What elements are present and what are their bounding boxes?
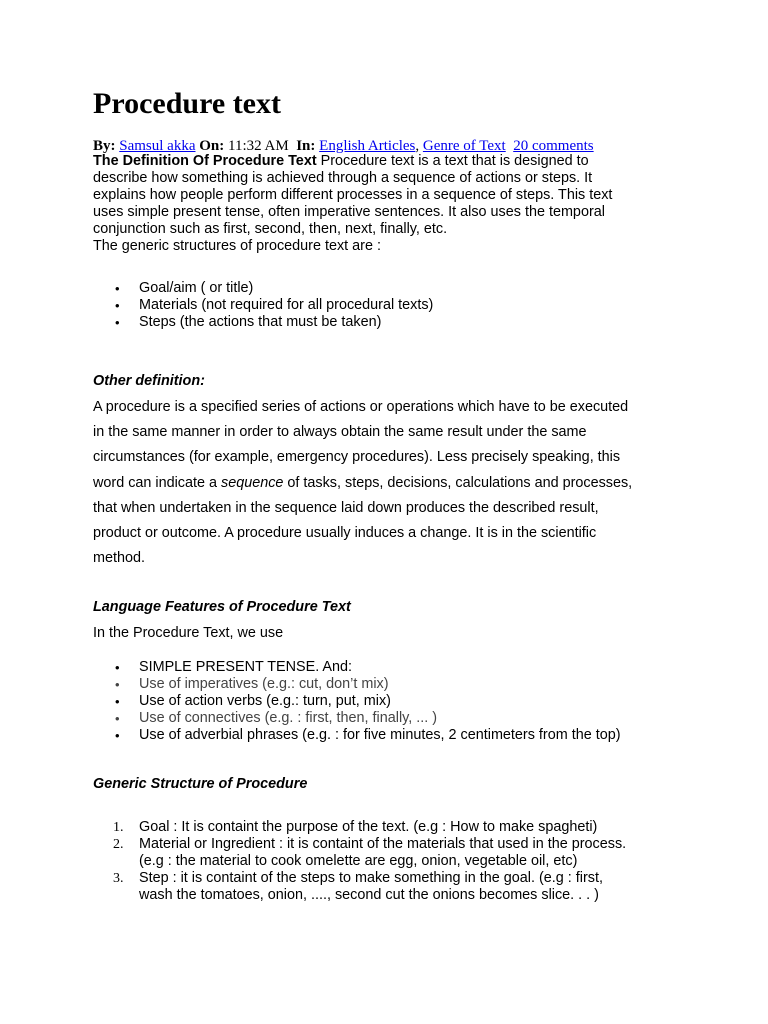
- list-item-text: (e.g : the material to cook omelette are egg, onion, vegetable oil, etc): [139, 853, 578, 869]
- intro-line: conjunction such as first, second, then, next, finally, etc.: [93, 221, 448, 237]
- post-time: 11:32 AM: [228, 138, 289, 154]
- list-item: [113, 836, 699, 870]
- paragraph-line: A procedure is a specified series of actions or operations which have to be executed: [93, 399, 629, 415]
- other-definition-heading: Other definition:: [93, 373, 205, 389]
- intro-line: describe how something is achieved through a sequence of actions or steps. It: [93, 170, 593, 186]
- author-link[interactable]: Samsul akka: [119, 138, 196, 154]
- category-link-english-articles[interactable]: English Articles: [319, 138, 416, 154]
- generic-structure-heading: Generic Structure of Procedure: [93, 776, 308, 792]
- language-features-intro: In the Procedure Text, we use: [93, 625, 284, 641]
- paragraph-line: method.: [93, 550, 145, 567]
- intro-line: explains how people perform different processes in a sequence of steps. This text: [93, 187, 613, 203]
- intro-paragraph: [93, 153, 693, 255]
- paragraph-line: product or outcome. A procedure usually induces a change. It is in the scientific: [93, 525, 597, 542]
- list-item: • Use of connectives (e.g. : first, then, finally, ... ): [139, 710, 699, 727]
- other-definition-paragraph: [93, 395, 683, 571]
- list-item: • Goal/aim ( or title): [139, 280, 699, 297]
- paragraph-text: of tasks, steps, decisions, calculations and processes,: [283, 474, 633, 491]
- language-features-heading: Language Features of Procedure Text: [93, 599, 351, 615]
- list-number: 1.: [113, 820, 124, 835]
- definition-lead: The Definition Of Procedure Text: [93, 153, 317, 169]
- list-item: • Use of adverbial phrases (e.g. : for five minutes, 2 centimeters from the top): [139, 727, 699, 744]
- comments-link[interactable]: 20 comments: [513, 138, 594, 154]
- list-item-text: Step : it is containt of the steps to make something in the goal. (e.g : first,: [139, 870, 603, 886]
- category-link-genre-of-text[interactable]: Genre of Text: [422, 138, 506, 154]
- by-label: By:: [93, 138, 116, 154]
- list-item: • Use of action verbs (e.g.: turn, put, mix): [139, 693, 699, 710]
- paragraph-line: circumstances (for example, emergency procedures). Less precisely speaking, this: [93, 449, 621, 466]
- list-number: 2.: [113, 837, 124, 852]
- list-item: [113, 819, 699, 836]
- list-item-text: wash the tomatoes, onion, ...., second cut the onions becomes slice. . . ): [139, 887, 599, 903]
- list-item: • Steps (the actions that must be taken): [139, 314, 699, 331]
- list-item: • Materials (not required for all procedural texts): [139, 297, 699, 314]
- list-item-text: Goal : It is containt the purpose of the text. (e.g : How to make spagheti): [139, 819, 598, 835]
- list-item: [113, 870, 699, 904]
- intro-line: The generic structures of procedure text are :: [93, 238, 381, 254]
- paragraph-line: in the same manner in order to always obtain the same result under the same: [93, 424, 587, 441]
- paragraph-text: word can indicate a: [93, 474, 221, 491]
- list-item: • SIMPLE PRESENT TENSE. And:: [139, 659, 699, 676]
- intro-line: Procedure text is a text that is designed to: [316, 153, 589, 169]
- page-title: Procedure text: [93, 87, 281, 120]
- paragraph-line: [93, 471, 683, 496]
- emphasis-sequence: sequence: [221, 474, 284, 491]
- in-label: In:: [296, 138, 316, 154]
- list-item: • Use of imperatives (e.g.: cut, don’t mix): [139, 676, 699, 693]
- intro-line: uses simple present tense, often imperative sentences. It also uses the temporal: [93, 204, 605, 220]
- category-separator: ,: [415, 138, 420, 154]
- on-label: On:: [199, 138, 225, 154]
- list-number: 3.: [113, 871, 124, 886]
- paragraph-line: that when undertaken in the sequence laid down produces the described result,: [93, 499, 599, 516]
- list-item-text: Material or Ingredient : it is containt of the materials that used in the process.: [139, 836, 627, 852]
